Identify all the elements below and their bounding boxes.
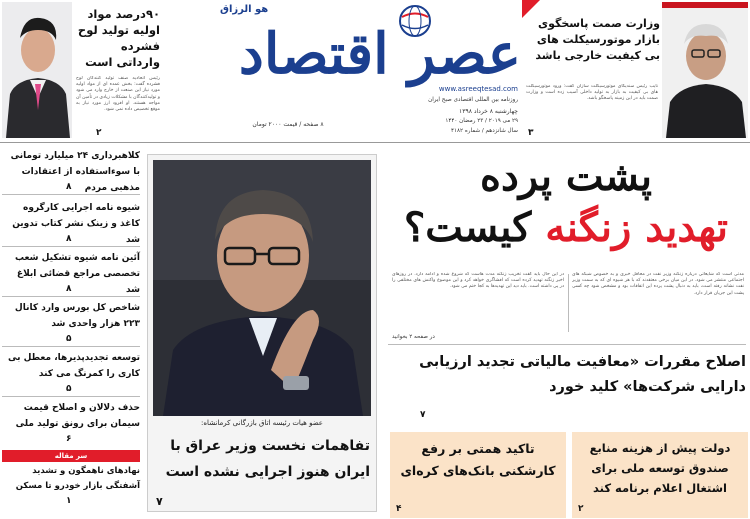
editorial-headline[interactable]: نهادهای ناهمگون و تشدید آشفتگی بازار خودرو تا مسکن [15,466,140,491]
sidebar-item-text[interactable]: کلاهبرداری ۲۴ میلیارد تومانی با سوءاستفاده از اعتقادات مذهبی مردم [10,151,140,193]
masthead-title: عصر اقتصاد [238,21,522,87]
main-headline-red: تهدید زنگنه [545,204,728,251]
top-right-body: نایب رئیس سندیکای موتورسیکلت سازان گفت: ورود موتورسیکلت های بی کیفیت به بازار به تولید داخلی آسیب زده است و وزارت صمت باید در این زمینه پاسخگو باشد. [526,84,658,102]
tax-page: ۷ [420,410,426,420]
top-divider [0,142,750,143]
sidebar-divider [2,296,140,297]
sidebar-item-text[interactable]: توسعه تجدیدپذیرها، معطل بی کاری را کمرنگ می کند [8,353,140,379]
masthead-subtitle: روزنامه بین المللی اقتصادی صبح ایران [428,97,518,103]
tax-headline[interactable]: اصلاح مقررات «معافیت مالیاتی تجدید ارزیابی دارایی شرکت‌ها» کلید خورد [419,354,746,395]
top-left-headline[interactable]: ۹۰درصد مواد اولیه تولید لوح فشرده وارداتی است [77,7,160,69]
portrait-older-man [662,2,748,138]
sidebar-item-page: ۸ [66,234,72,244]
sidebar-item-page: ۵ [66,334,72,344]
top-left-page: ۲ [96,128,102,138]
masthead-tagline: هو الرزاق [220,4,269,15]
sidebar-divider [2,396,140,397]
bottom-right-page: ۲ [578,504,584,514]
main-headline-line2[interactable] [388,200,744,256]
sidebar [2,148,140,518]
center-page: ۷ [156,495,163,508]
main-divider [388,344,746,345]
main-headline-black: کیست؟ [404,204,532,251]
masthead [168,0,522,140]
bottom-left-headline: تاکید همتی بر رفع کارشکنی بانک‌های کره‌ای [400,441,556,478]
portrait-man-suit [2,2,72,138]
sidebar-item-page: ۸ [66,284,72,294]
issue-number: سال شانزدهم / شماره ۴۱۸۲ [451,128,518,134]
portrait-man-thinking [153,160,371,416]
bottom-left-page: ۴ [396,504,402,514]
bottom-left-box[interactable] [390,432,566,518]
sidebar-item-text[interactable]: حذف دلالان و اصلاح قیمت سیمان برای رونق تولید ملی [15,403,140,429]
top-left-body: رئیس اتحادیه صنف تولید کنندگان لوح فشرده گفت: بخش عمده ای از مواد اولیه مورد نیاز این صنعت از خارج وارد می شود و تولیدکنندگان با مشکلات زیادی در تأمین آن مواجه هستند. او افزود ارز مورد نیاز به موقع تخصیص داده نمی شود. [76,76,160,113]
center-headline[interactable]: تفاهمات نخست وزیر عراق با ایران هنوز اجرایی نشده است [165,438,370,480]
center-caption-small: عضو هیات رئیسه اتاق بازرگانی کرمانشاه: [201,419,323,427]
top-right-headline[interactable]: وزارت صمت پاسخگوی بازار موتورسیکلت های بی کیفیت خارجی باشد [535,17,660,62]
sidebar-divider [2,346,140,347]
date-line-2: ۲۹ می ۲۰۱۹ / ۲۳ رمضان ۱۴۴۰ [445,118,518,124]
editorial-page: ۱ [66,496,72,506]
date-line: چهارشنبه ۸ خرداد ۱۳۹۸ [459,108,518,115]
sidebar-item-page: ۶ [66,434,72,444]
main-body-right: مدتی است که شایعاتی درباره زنگنه وزیر نفت در محافل خبری و به خصوص شبکه های اجتماعی منتشر می شود. در این میان برخی معتقدند که با هر شیوه ای که به سمت وزیر نفت نشانه رفته است، باید به دنبال پشت پرده این اتفاقات بود و مشخص شود چه کسی پشت این جریان قرار دارد. [572,272,744,296]
main-column-divider [568,274,569,332]
main-more-link[interactable]: در صفحه ۲ بخوانید [392,334,435,340]
sidebar-item-text[interactable]: آئین نامه شیوه تشکیل شعب تخصصی مراجع قضائی ابلاغ شد [15,253,140,295]
top-right-portrait [662,2,748,138]
sidebar-item-page: ۸ [66,182,72,192]
sidebar-item-text[interactable]: شیوه نامه اجرایی کارگروه کاغذ و زینک نشر کتاب تدوین شد [12,203,140,245]
main-headline-line1[interactable]: پشت پرده [480,153,652,200]
top-right-page: ۳ [528,128,534,138]
website-url[interactable]: www.asreeqtesad.com [438,85,518,93]
sidebar-divider [2,246,140,247]
price-line: ۸ صفحه / قیمت ۲۰۰۰ تومان [252,121,324,128]
bottom-right-headline: دولت پیش از هزینه منابع صندوق توسعه ملی برای اشتغال اعلام برنامه کند [589,441,731,495]
main-body-left: در این حال باید گفت تخریب زنگنه مدت هاست که شروع شده و ادامه دارد. در روزهای اخیر زنگنه تهدید کرده است که افشاگری خواهد کرد و این موضوع واکنش های مختلفی را در پی داشته است. باید دید این تهدیدها به کجا ختم می شود. [392,272,564,290]
editorial-label: سر مقاله [2,450,140,462]
bottom-right-box[interactable] [572,432,748,518]
sidebar-item-page: ۵ [66,384,72,394]
top-left-portrait [2,2,72,138]
sidebar-divider [2,194,140,195]
center-photo-frame [147,154,377,512]
center-portrait [153,160,371,416]
sidebar-item-text[interactable]: شاخص کل بورس وارد کانال ۲۲۳ هزار واحدی شد [14,303,140,329]
